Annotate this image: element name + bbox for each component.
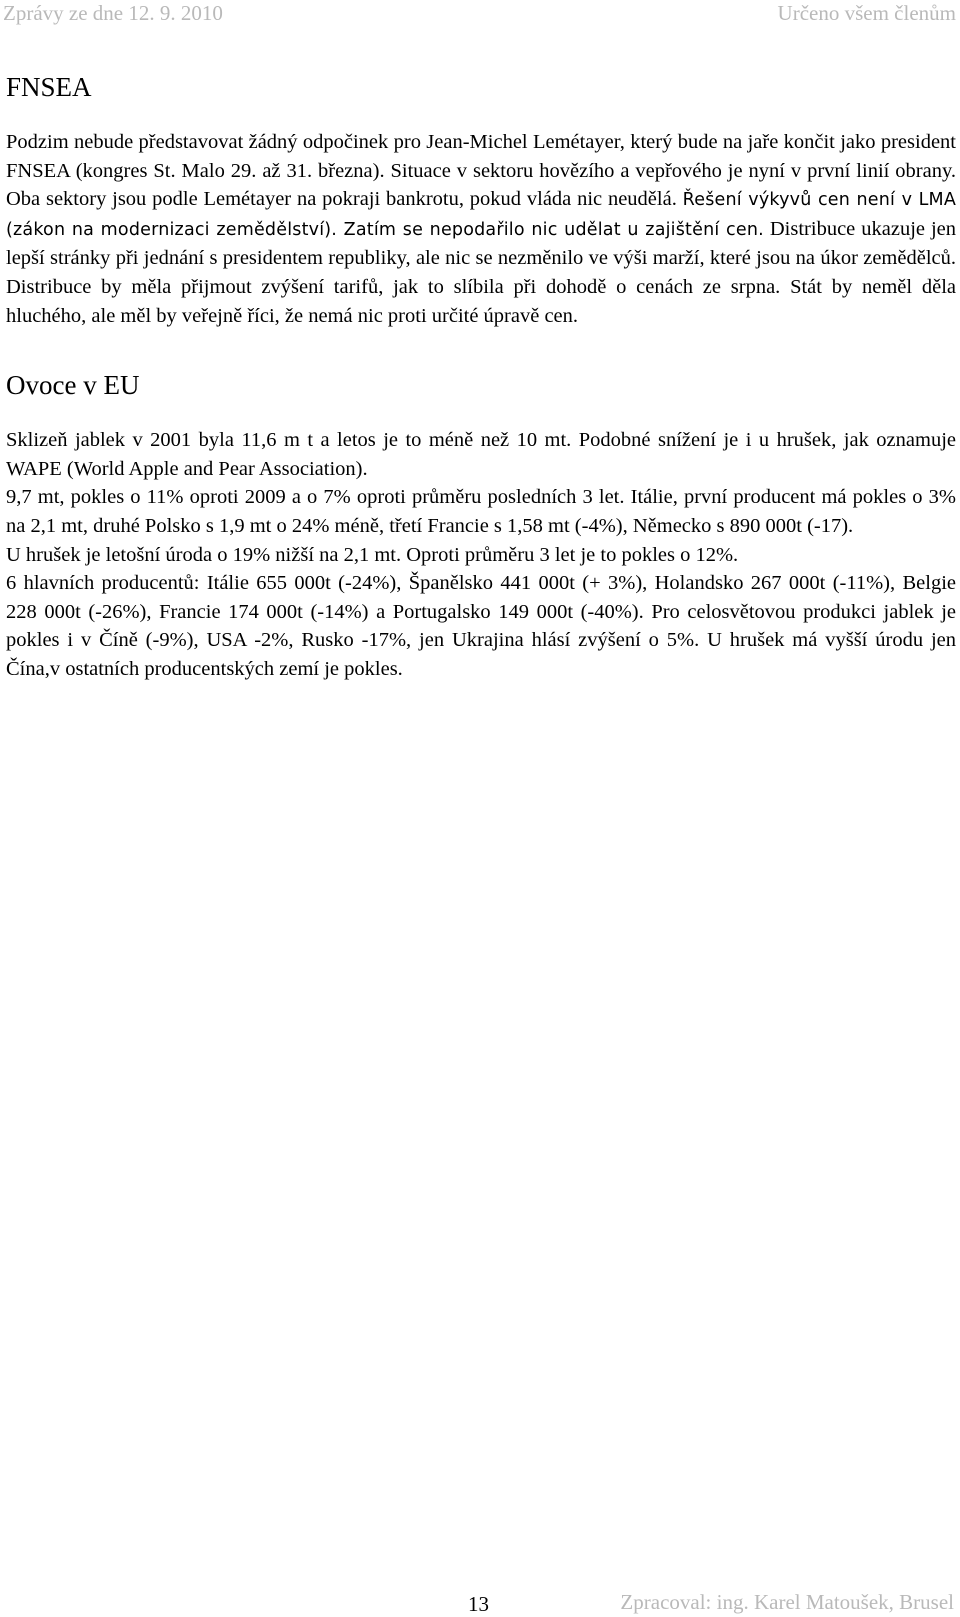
fnsea-text-part-2: Řešení výkyvů cen není v LMA (zákon na modernizaci zemědělství). Zatím se nepodařilo nic udělat u zajištění cen. [6, 190, 957, 240]
section-title-ovoce: Ovoce v EU [6, 370, 140, 401]
ovoce-paragraph-2: 9,7 mt, pokles o 11% oproti 2009 a o 7% oproti průměru posledních 3 let. Itálie, první producent má pokles o 3% na 2,1 mt, druhé Polsko s 1,9 mt o 24% méně, třetí Francie s 1,58 mt (-4%), Německo s 890 000t (-17). [6, 486, 956, 537]
document-body [6, 70, 956, 684]
footer-author: Zpracoval: ing. Karel Matoušek, Brusel [620, 1590, 954, 1614]
ovoce-paragraph-4: 6 hlavních producentů: Itálie 655 000t (-24%), Španělsko 441 000t (+ 3%), Holandsko 267 000t (-11%), Belgie 228 000t (-26%), Francie 174 000t (-14%) a Portugalsko 149 000t (-40%). Pro celosvětovou produkci jablek je pokles i v Číně (-9%), USA -2%, Rusko -17%, jen Ukrajina hlásí zvýšení o 5%. U hrušek má vyšší úrodu jen Čína,v ostatních producentských zemí je pokles. [6, 572, 956, 680]
section-title-fnsea: FNSEA [6, 72, 92, 102]
fnsea-text-part-3: Distribuce ukazuje jen lepší stránky při jednání s presidentem republiky, ale nic se nezměnilo ve výši marží, které jsou na úkor zemědělců. Distribuce by měla přijmout zvýšení tarifů, jak to slíbila při dohodě o cenách ze srpna. Stát by neměl děla hluchého, ale měl by veřejně říci, že nemá nic proti určité úpravě cen. [6, 217, 957, 327]
fnsea-text-part-1: Podzim nebude představovat žádný odpočinek pro Jean-Michel Lemétayer, který bude na jaře končit jako president FNSEA (kongres St. Malo 29. až 31. března). Situace v sektoru hovězího a vepřového je nyní v první linií obrany. Oba sektory jsou podle Lemétayer na pokraji bankrotu, pokud vláda nic neudělá. [6, 131, 956, 211]
ovoce-paragraph-3: U hrušek je letošní úroda o 19% nižší na 2,1 mt. Oproti průměru 3 let je to pokles o 12%. [6, 543, 739, 566]
fnsea-paragraph [6, 128, 956, 330]
ovoce-paragraph-1: Sklizeň jablek v 2001 byla 11,6 m t a letos je to méně než 10 mt. Podobné snížení je i u hrušek, jak oznamuje WAPE (World Apple and Pear Association). [6, 429, 956, 480]
header-date: Zprávy ze dne 12. 9. 2010 [3, 1, 223, 25]
page-header [0, 0, 960, 30]
page-number: 13 [468, 1592, 489, 1616]
header-audience: Určeno všem členům [777, 1, 956, 25]
